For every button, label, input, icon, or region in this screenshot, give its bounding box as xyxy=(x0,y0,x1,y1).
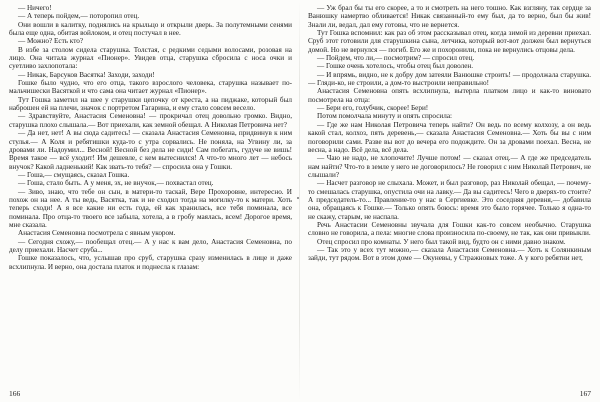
paragraph: — Пойдем, что ли,— посмотрим? — спросил отец. xyxy=(317,54,475,63)
paragraph: Они вошли в калитку, поднялись на крыльцо и открыли дверь. За полутемными сенями была еще одна, обитая войлоком, и отец постучал в нее. xyxy=(9,20,292,38)
paragraph: Гошке было чудно, что его отца, такого взрослого человека, старушка называет по-мальчишески Васяткой и что сама она читает журнал «Пионер». xyxy=(9,79,292,96)
left-page xyxy=(9,4,292,398)
paragraph: — Сегодня схожу,— пообещал отец.— А у нас к вам дело, Анастасия Семеновна, по делу приехали. Насчет сруба... xyxy=(9,237,292,254)
paragraph: Отец спросил про комнаты. У него был такой вид, будто он с ними давно знаком. xyxy=(317,237,566,246)
paragraph: — А теперь пойдем,— поторопил отец. xyxy=(18,12,140,21)
paragraph: — Бери его, голубчик, скорее! Бери! xyxy=(317,104,429,113)
right-page xyxy=(308,4,591,398)
paragraph: Анастасия Семеновна опять всхлипнула, вытерла платком лицо и как-то виновато посмотрела на отца: xyxy=(308,87,591,104)
paragraph: — Так это у всех тут можно,— сказала Анастасия Семеновна.— Хоть к Солянкиным зайди, тут рядом. Вот в этом доме — Окуневы, у Стражновых тоже. А у кого ребятни нет, xyxy=(308,245,591,263)
paragraph: Тут Гошка вспомнил: как раз об этом рассказывал отец, когда зимой из деревни приехал. Сруб этот готовили для старушкина сына, летчика, который вот-вот должен был вернуться домой. Но не вернулся — погиб. Его же и похоронили, пока не вернулись отцовы дела. xyxy=(308,29,591,54)
paragraph: — Гошке очень хотелось, чтобы отец был доволен. xyxy=(317,62,474,71)
paragraph: В избе за столом сидела старушка. Толстая, с редкими седыми волосами, розовая на лицо. Она читала журнал «Пионер». Увидев отца, старушка сбросила с носа очки и суетливо захлопотала: xyxy=(9,45,292,71)
paragraph: — И впрямь, видно, не к добру дом затеяли Ванюшке строить! — продолжала старушка.— Гляди-ко, не строили, а дом-то выстроили неправильно! xyxy=(308,70,591,88)
paragraph: — Можно? Есть кто? xyxy=(18,37,84,46)
paragraph: — Здравствуйте, Анастасия Семеновна! — прокричал отец довольно громко. Видно, старушка плохо слышала.— Вот приехали, как земной обещал. А Николая Петровича нет? xyxy=(9,112,292,129)
page-gutter xyxy=(299,0,300,402)
paragraph: — Уж брал бы ты его скорее, а то и смотреть на него тошно. Как взгляну, так сердце за Ванюшку намертво обливается! Никак связанный-то ему был, да то верно, был бы жив! Знали ли, ведал, дал ему готовы, что не вернется. xyxy=(308,4,591,29)
paragraph: — Зиво, знаю, что тебе он сын, в матери-то таскай, Вере Прохоровне, интересно. И похож он на нее. А ты ведь, Васятка, так и не сходил тогда на могилку-то к матери. Хоть теперь сходи! А я все какие ни есть года, ей как хранилась, все тебя поминала, все поминала. Про отца-то твоего все забыла, хотела, а в гробу маялась, всем! Дорогое время, мне сказала. xyxy=(9,187,292,229)
paragraph: Речь Анастасии Семеновны звучала для Гошки как-то совсем необычно. Старушка словно не говорила, а пела: многие слова произносила по-своему, не так, как они привыкли. xyxy=(308,220,591,238)
paragraph: Тут Гошка заметил на шее у старушки цепочку от креста, а на пиджаке, который был наброшен ей на плечи, значок с портретом Гагарина, и ему стало совсем весело. xyxy=(9,95,292,113)
gutter-mark xyxy=(297,197,299,199)
paragraph: — Чаю не надо, не хлопочите! Лучше потом! — сказал отец.— А где же председатель нам найти? Что-то в земле у него не договорилось? Не говорил с ним Николай Петрович, не слышали? xyxy=(308,154,591,179)
paragraph: — Гоша,— смущаясь, сказал Гошка. xyxy=(18,170,130,179)
paragraph: — Да нет, нет! А вы сюда садитесь! — сказала Анастасия Семеновна, придвинув к ним стулья.— А Коля и ребятишки куда-то с утра сорвались. Не поняла, на Угвину ли, за дровами ли. Надоумил... Весной! Весной без дела не сиди! Сам побегать, гудуче не вишь! Время такое — всё уходит! Им дешевле, с кем вытеснился! А что-то много лет — небось внучок? Какой ладненький! Как звать-то тебя? — спросила она у Гошки. xyxy=(9,129,292,171)
right-page-number: 167 xyxy=(579,389,591,398)
left-page-text xyxy=(9,4,292,271)
paragraph: — Где же нам Николая Петровича теперь найти? Он ведь по всему колхозу, а он ведь какой стал, колхоз, пять деревень,— сказала Анастасия Семеновна.— Хоть бы вы с ним поговорили сами. Разве вы вот до вечера его подождите. Он за дровами поехал. Весна, не весна, а надо. Всё дела, всё дела. xyxy=(308,120,591,154)
paragraph: — Гоша, стало быть. А у меня, эх, не внучок,— похвастал отец. xyxy=(18,179,214,188)
paragraph: Потом помолчала минуту и опять спросила: xyxy=(317,112,453,121)
left-page-number: 166 xyxy=(9,389,21,398)
paragraph: — Насчет разговор не слыхала. Может, и был разговор, раз Николай обещал, — почему-то смешалась старушка, опустила очи на лавку.— Да вы садитесь! Чего в дверях-то стоите? А председатель-то... Правление-то у нас в Сергиевке. Это соседняя деревня,— добавила она, обращаясь к Гошке.— Только опять боюсь: время это было горячее. Только я одна-то не скажу, старым, не наспала. xyxy=(308,179,591,221)
paragraph: Гошке показалось, что, услышав про сруб, старушка сразу изменилась в лице и даже всхлипнула. И верно, она достала платок и поднесла к глазам: xyxy=(9,254,292,271)
paragraph: — Ничего! xyxy=(18,4,52,12)
paragraph: Анастасия Семеновна посмотрела с явным укором. xyxy=(18,229,176,238)
paragraph: — Никак, Барсуков Васятка! Заходи, заходи! xyxy=(18,70,155,79)
right-page-text xyxy=(308,4,591,263)
